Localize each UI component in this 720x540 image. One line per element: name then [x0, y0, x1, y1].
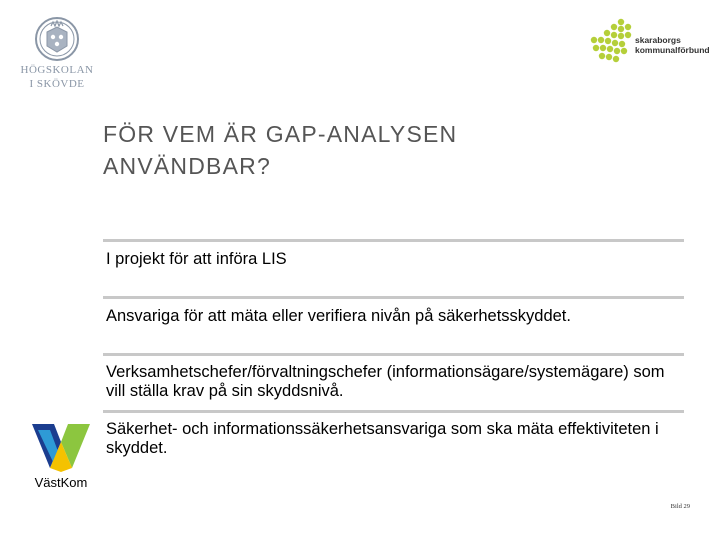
slide-title — [103, 118, 663, 182]
list-item: Säkerhet- och informationssäkerhetsansvariga som ska mäta effektiviteten i skyddet. — [106, 420, 659, 457]
slide-title-line1: FÖR VEM ÄR GAP-ANALYSEN — [103, 121, 458, 147]
hogskolan-logo-line1: HÖGSKOLAN — [20, 64, 94, 76]
list-divider — [103, 296, 684, 299]
vastkom-logo-text: VästKom — [34, 475, 88, 490]
list-divider — [103, 410, 684, 413]
slide-title-line2: ANVÄNDBAR? — [103, 153, 271, 179]
skaraborg-logo — [588, 18, 710, 66]
skaraborg-logo-line2: kommunalförbund — [635, 45, 710, 55]
skaraborg-dots-icon — [588, 18, 638, 64]
skaraborg-logo-line1: skaraborgs — [635, 35, 681, 45]
hogskolan-emblem-icon — [34, 16, 80, 62]
list-item: I projekt för att införa LIS — [106, 250, 287, 268]
vastkom-logo — [28, 424, 94, 496]
slide-number: Bild 29 — [670, 503, 690, 510]
list-divider — [103, 353, 684, 356]
list-item: Verksamhetschefer/förvaltningschefer (informationsägare/systemägare) som vill ställa krav på sin skyddsnivå. — [106, 363, 665, 400]
vastkom-v-icon — [32, 424, 90, 472]
list-item: Ansvariga för att mäta eller verifiera nivån på säkerhetsskyddet. — [106, 307, 571, 325]
hogskolan-logo-line2: I SKÖVDE — [29, 78, 85, 90]
hogskolan-logo — [18, 12, 96, 94]
list-divider — [103, 239, 684, 242]
